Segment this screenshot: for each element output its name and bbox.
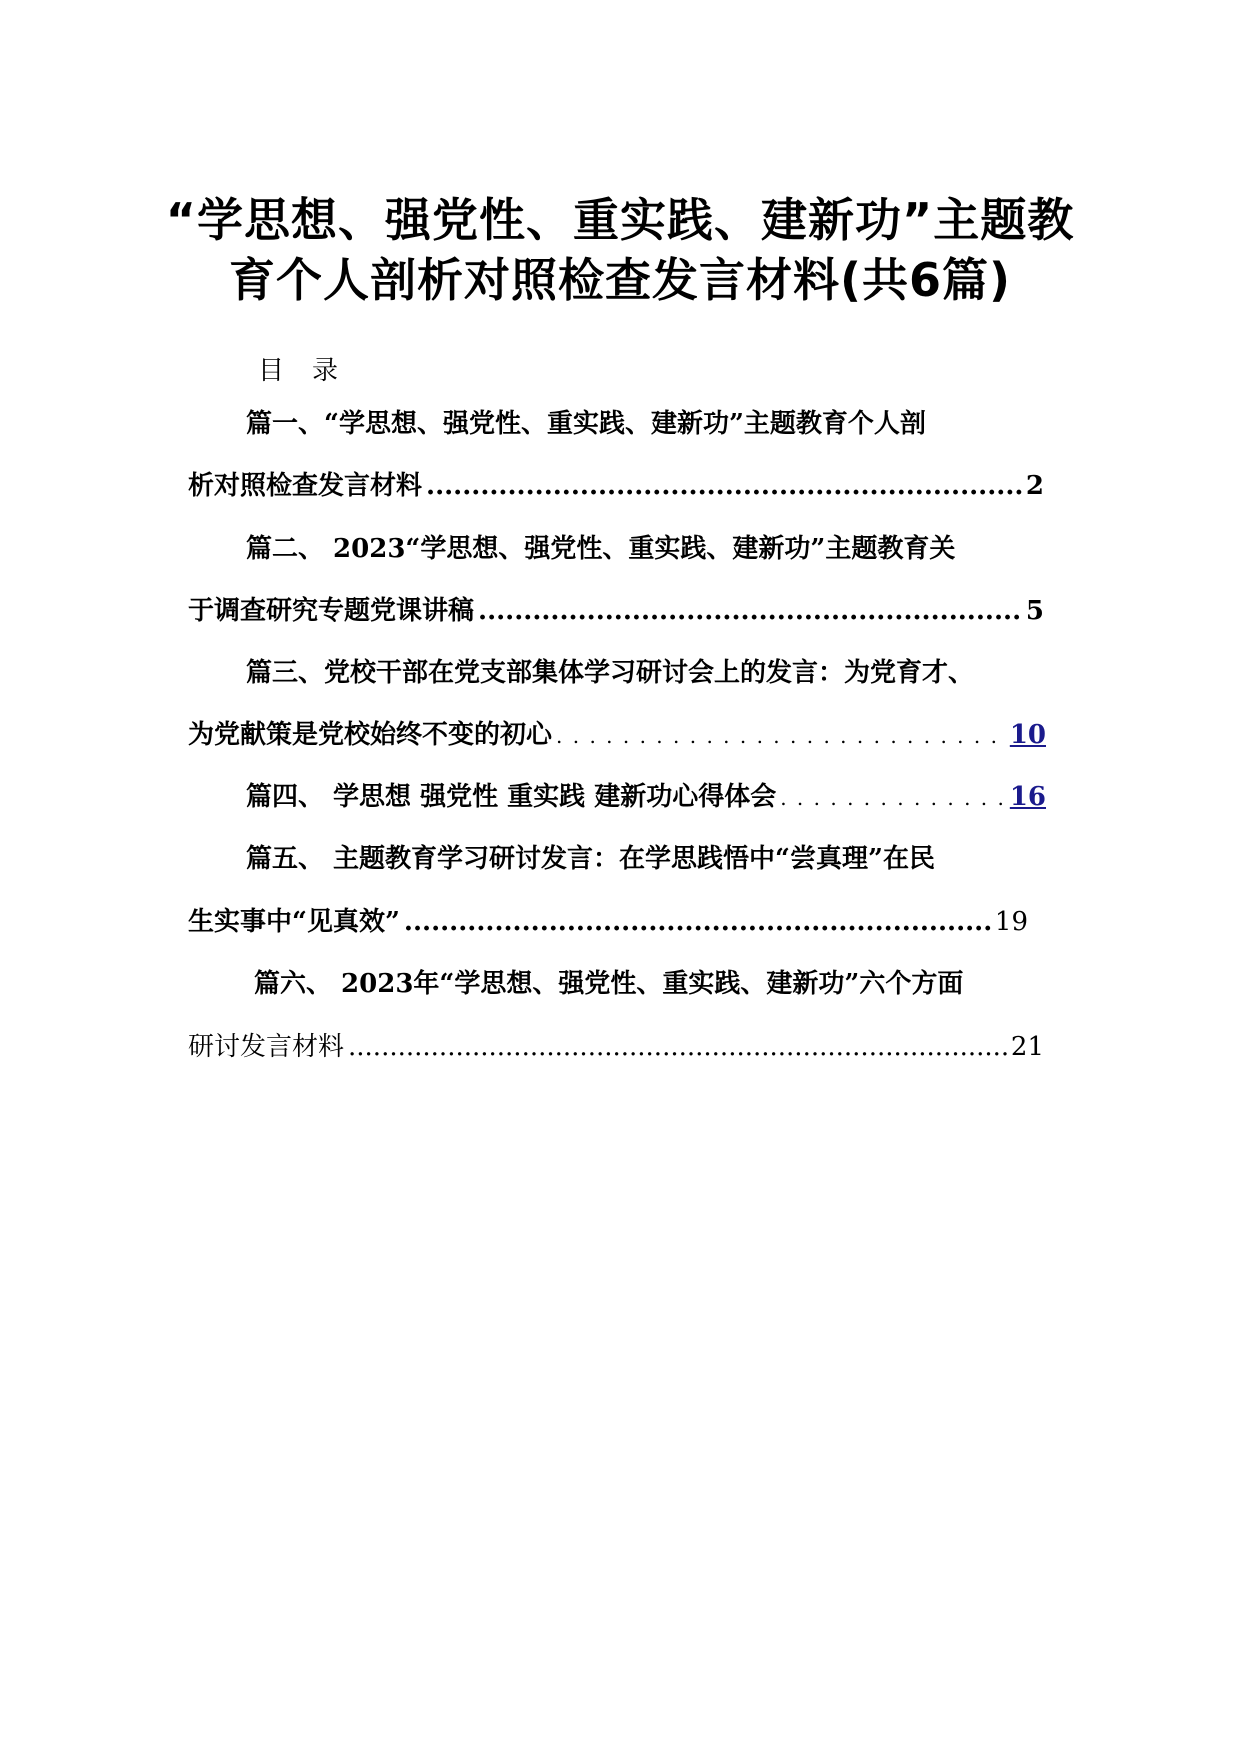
- toc-entry-2-text: 于调查研究专题党课讲稿: [188, 596, 475, 626]
- title-line-2: 育个人剖析对照检查发言材料(共6篇): [228, 253, 1012, 307]
- toc-entry-2-line-1[interactable]: 篇二、 2023“学思想、强党性、重实践、建新功”主题教育关: [246, 534, 956, 564]
- document-title: [150, 190, 1090, 310]
- toc-entry-1-line-2[interactable]: [188, 466, 1044, 506]
- toc-entry-3-text: 为党献策是党校始终不变的初心: [188, 720, 553, 750]
- toc-entry-4-text: 篇四、 学思想 强党性 重实践 建新功心得体会: [246, 782, 777, 812]
- toc-entry-4-page-link[interactable]: 16: [1009, 782, 1046, 812]
- toc-entry-1-line-1[interactable]: 篇一、“学思想、强党性、重实践、建新功”主题教育个人剖: [246, 409, 926, 439]
- toc-entry-1-text: 析对照检查发言材料: [188, 471, 423, 501]
- toc-entry-5-leader: [404, 902, 991, 942]
- title-line-1: “学思想、强党性、重实践、建新功”主题教: [165, 193, 1075, 247]
- toc-entry-6-leader: [348, 1027, 1007, 1067]
- toc-entry-2-page: 5: [1025, 596, 1044, 626]
- toc-entry-5-text: 生实事中“见真效”: [188, 907, 400, 937]
- toc-entry-2-leader: [478, 591, 1022, 631]
- toc-entry-5-line-1[interactable]: 篇五、 主题教育学习研讨发言：在学思践悟中“尝真理”在民: [246, 844, 935, 874]
- toc-entry-5-line-2[interactable]: [188, 902, 1028, 942]
- toc-entry-3-line-2[interactable]: [188, 715, 1046, 755]
- toc-entry-3-line-1[interactable]: 篇三、党校干部在党支部集体学习研讨会上的发言：为党育才、: [246, 658, 975, 688]
- toc-entry-6-page: 21: [1010, 1032, 1044, 1062]
- toc-entry-6-line-2[interactable]: [188, 1027, 1044, 1067]
- toc-entry-3-leader: [556, 715, 1006, 756]
- toc-entry-2-line-2[interactable]: [188, 591, 1044, 631]
- toc-entry-3-page-link[interactable]: 10: [1009, 720, 1046, 750]
- toc-entry-6-text: 研讨发言材料: [188, 1032, 345, 1062]
- toc-entry-1-page: 2: [1025, 471, 1044, 501]
- toc-entry-1-leader: [426, 466, 1022, 506]
- toc-entry-4-leader: [780, 777, 1006, 818]
- toc-entry-5-page: 19: [994, 907, 1028, 937]
- toc-heading: 目录: [258, 356, 367, 386]
- toc-entry-6-line-1[interactable]: 篇六、 2023年“学思想、强党性、重实践、建新功”六个方面: [254, 969, 964, 999]
- toc-entry-4[interactable]: [246, 777, 1046, 817]
